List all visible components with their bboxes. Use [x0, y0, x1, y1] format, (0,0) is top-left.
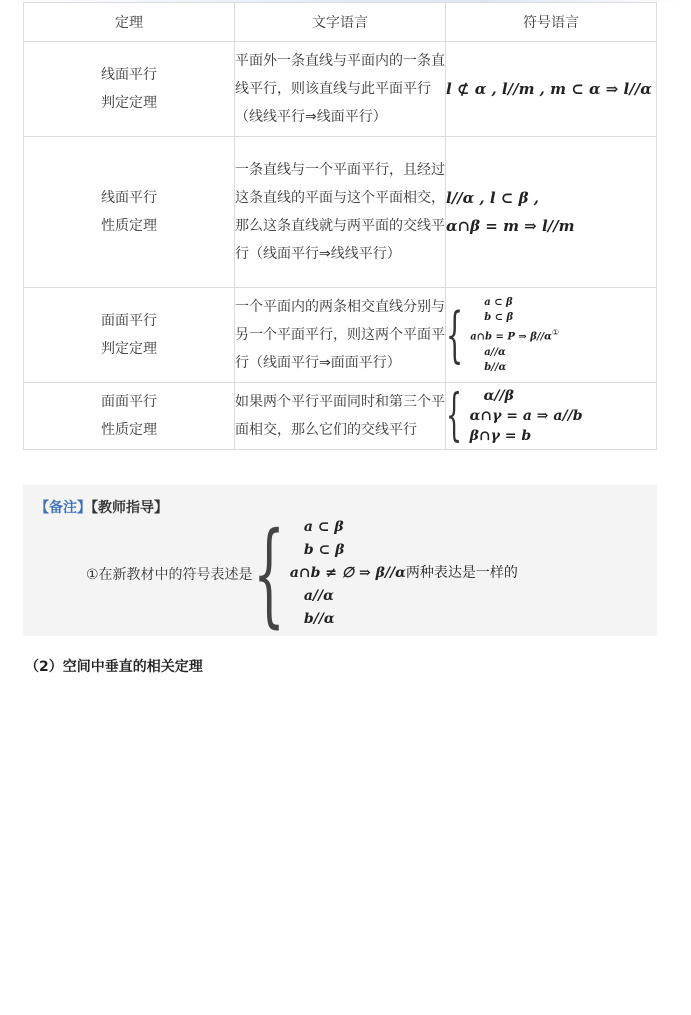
symbol-expression-line2: α∩β = m ⇒ l//m: [446, 217, 575, 235]
remark-box: [23, 485, 657, 639]
left-brace-icon: {: [446, 299, 464, 370]
table-row: [24, 288, 657, 383]
table-row: [24, 383, 657, 450]
table-row: [24, 137, 657, 288]
remark-suffix: 两种表达是一样的: [405, 565, 518, 581]
theorem-name: 面面平行 性质定理: [24, 383, 235, 450]
theorem-text: 平面外一条直线与平面内的一条直线平行，则该直线与此平面平行（线线平行⇒线面平行）: [235, 42, 446, 137]
remark-title: [35, 497, 168, 517]
header-theorem: 定理: [24, 3, 235, 42]
left-brace-icon: {: [252, 508, 285, 639]
left-brace-icon: {: [446, 383, 463, 448]
theorem-name: 线面平行 性质定理: [24, 137, 235, 288]
theorem-text: 如果两个平行平面同时和第三个平面相交，那么它们的交线平行: [235, 383, 446, 450]
theorem-name: 面面平行 判定定理: [24, 288, 235, 383]
symbol-system: { a ⊂ β b ⊂ β a∩b = P ⇒ β//α① a//α b//α: [446, 297, 560, 373]
theorem-symbol: [446, 383, 657, 450]
theorem-text: 一个平面内的两条相交直线分别与另一个平面平行，则这两个平面平行（线面平行⇒面面平行）: [235, 288, 446, 383]
symbol-expression-line1: l//α , l ⊂ β ,: [446, 189, 539, 207]
table-row: [24, 42, 657, 137]
theorem-table: [23, 2, 657, 450]
remark-prefix: ①在新教材中的符号表述是: [86, 566, 253, 583]
symbol-system: { α//β α∩γ = a ⇒ a//b β∩γ = b: [446, 383, 583, 448]
theorem-name: 线面平行 判定定理: [24, 42, 235, 137]
header-text-language: 文字语言: [235, 3, 446, 42]
remark-system: a ⊂ β b ⊂ β a∩b ≠ ∅ ⇒ β//α两种表达是一样的 a//α b//α: [289, 519, 518, 627]
section-heading: （2）空间中垂直的相关定理: [25, 659, 203, 675]
theorem-symbol: [446, 137, 657, 288]
symbol-expression: l ⊄ α , l//m , m ⊂ α ⇒ l//α: [446, 80, 652, 98]
footnote-marker: ①: [551, 328, 560, 338]
header-symbol-language: 符号语言: [446, 3, 657, 42]
theorem-text: 一条直线与一个平面平行，且经过这条直线的平面与这个平面相交，那么这条直线就与两平面的交线平行（线面平行⇒线线平行）: [235, 137, 446, 288]
theorem-symbol: [446, 288, 657, 383]
theorem-symbol: [446, 42, 657, 137]
table-header-row: [24, 3, 657, 42]
remark-tag: 【备注】: [35, 500, 91, 516]
teacher-guide-tag: 【教师指导】: [91, 500, 168, 516]
